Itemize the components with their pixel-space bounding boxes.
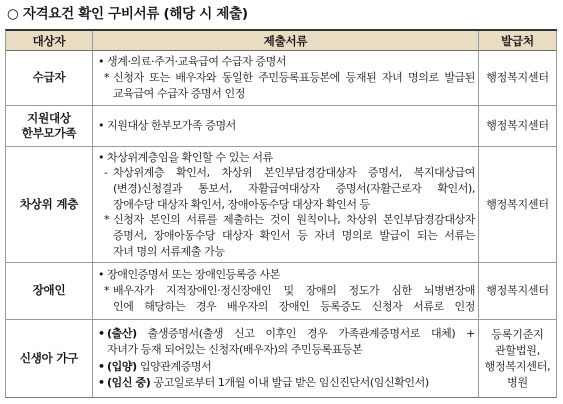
- document-item: [98, 359, 475, 376]
- document-line: (변경)신청결과 통보서, 자활급여대상자 증명서(자활근로자 확인서),: [113, 181, 475, 195]
- target-cell: [6, 147, 93, 263]
- issuer-cell: [479, 106, 557, 147]
- document-line: [107, 375, 475, 392]
- document-item: [98, 54, 475, 70]
- document-line: [107, 326, 475, 343]
- issuer-label: 등록기준지: [491, 327, 544, 341]
- target-label: 장애인: [32, 283, 66, 298]
- target-label: 한부모가족: [21, 126, 77, 140]
- header-target: 대상자: [6, 31, 93, 51]
- note-item: [98, 212, 475, 259]
- target-label: 신생아 가구: [19, 350, 79, 365]
- bullet-marker: •: [98, 359, 105, 373]
- document-line-text: 공고일로부터 1개월 이내 발급 받은 임신진단서(임신확인서): [153, 376, 429, 389]
- dash-marker: -: [104, 166, 108, 180]
- target-cell: [6, 106, 93, 147]
- bullet-marker: •: [98, 376, 105, 389]
- item-label: (입양): [107, 359, 137, 373]
- document-line: 지원대상 한부모가족 증명서: [107, 119, 236, 133]
- documents-table: [5, 29, 557, 398]
- note-marker: *: [104, 213, 110, 227]
- issuer-label: 행정복지센터: [486, 284, 549, 298]
- bullet-marker: •: [98, 55, 105, 69]
- documents-cell: [93, 147, 479, 263]
- document-item: [98, 326, 475, 359]
- document-line: 자녀가 등재 되어있는 신청자(배우자)의 주민등록표등본: [107, 343, 363, 356]
- target-cell: [6, 51, 93, 106]
- document-line: 자녀 명의 서류제출 가능: [113, 244, 225, 258]
- issuer-label: 행정복지센터: [486, 71, 549, 85]
- documents-cell: [93, 263, 479, 320]
- document-line: [107, 359, 475, 376]
- note-marker: *: [104, 284, 110, 298]
- section-title: ○ 자격요건 확인 구비서류 (해당 시 제출): [7, 6, 248, 22]
- item-label: (출산): [107, 326, 137, 340]
- note-item: [98, 283, 475, 314]
- document-line: 신청자 본인의 서류를 제출하는 것이 원칙이나, 차상위 본인부담경감대상자: [113, 213, 475, 227]
- issuer-label: 병원: [507, 375, 528, 389]
- issuer-label: 관할법원,: [494, 343, 540, 357]
- bullet-marker: •: [98, 119, 105, 133]
- header-issuer: 발급처: [479, 31, 557, 51]
- document-line-text: 입양관계증명서: [139, 359, 212, 373]
- bullet-marker: •: [98, 326, 105, 340]
- target-label: 수급자: [32, 70, 66, 85]
- target-cell: [6, 320, 93, 398]
- issuer-cell: [479, 51, 557, 106]
- issuer-label: 행정복지센터: [486, 119, 549, 133]
- issuer-cell: [479, 263, 557, 320]
- document-line: 차상위계층임을 확인할 수 있는 서류: [107, 150, 273, 164]
- document-item: [98, 118, 475, 134]
- issuer-label: 행정복지센터,: [484, 359, 551, 373]
- document-item: [98, 267, 475, 283]
- document-line: 교육급여 수급자 증명서 인정: [113, 86, 246, 100]
- document-line: 장애수당 대상자 확인서, 장애아동수당 대상자 확인서 등: [113, 197, 370, 211]
- issuer-cell: [479, 147, 557, 263]
- document-line: 인에 해당하는 경우 배우자의 장애인 등록증도 신청자 서류로 인정: [113, 299, 475, 313]
- document-line: 신청자 또는 배우자와 동일한 주민등록표등본에 등재된 자녀 명의로 발급된: [113, 71, 475, 85]
- sub-item: [98, 165, 475, 212]
- document-line: 장애인증명서 또는 장애인등록증 사본: [107, 268, 280, 282]
- document-line: 증명서, 장애아동수당 대상자 확인서 등 자녀 명의로 발급이 되는 서류는: [113, 229, 475, 243]
- header-documents: 제출서류: [93, 31, 479, 51]
- documents-cell: [93, 51, 479, 106]
- issuer-cell: [479, 320, 557, 398]
- documents-cell: [93, 106, 479, 147]
- document-line-text: 출생증명서(출생 신고 이후인 경우 가족관계증명서로 대체) +: [147, 326, 475, 340]
- note-marker: *: [104, 71, 110, 85]
- document-item: [98, 375, 475, 392]
- target-cell: [6, 263, 93, 320]
- item-label: (임신 중): [107, 376, 151, 389]
- documents-cell: [93, 320, 479, 398]
- document-line: 차상위계층 확인서, 차상위 본인부담경감대상자 증명서, 복지대상급여: [113, 166, 475, 180]
- target-label: 지원대상: [27, 110, 71, 125]
- target-label: 차상위 계층: [19, 196, 79, 211]
- bullet-marker: •: [98, 268, 105, 282]
- issuer-label: 행정복지센터: [486, 197, 549, 211]
- document-line: 배우자가 지적장애인·정신장애인 및 장애의 정도가 심한 뇌병변장애: [113, 284, 475, 298]
- note-item: [98, 70, 475, 101]
- document-line: 생계·의료·주거·교육급여 수급자 증명서: [107, 55, 287, 69]
- bullet-marker: •: [98, 150, 105, 164]
- document-item: [98, 150, 475, 166]
